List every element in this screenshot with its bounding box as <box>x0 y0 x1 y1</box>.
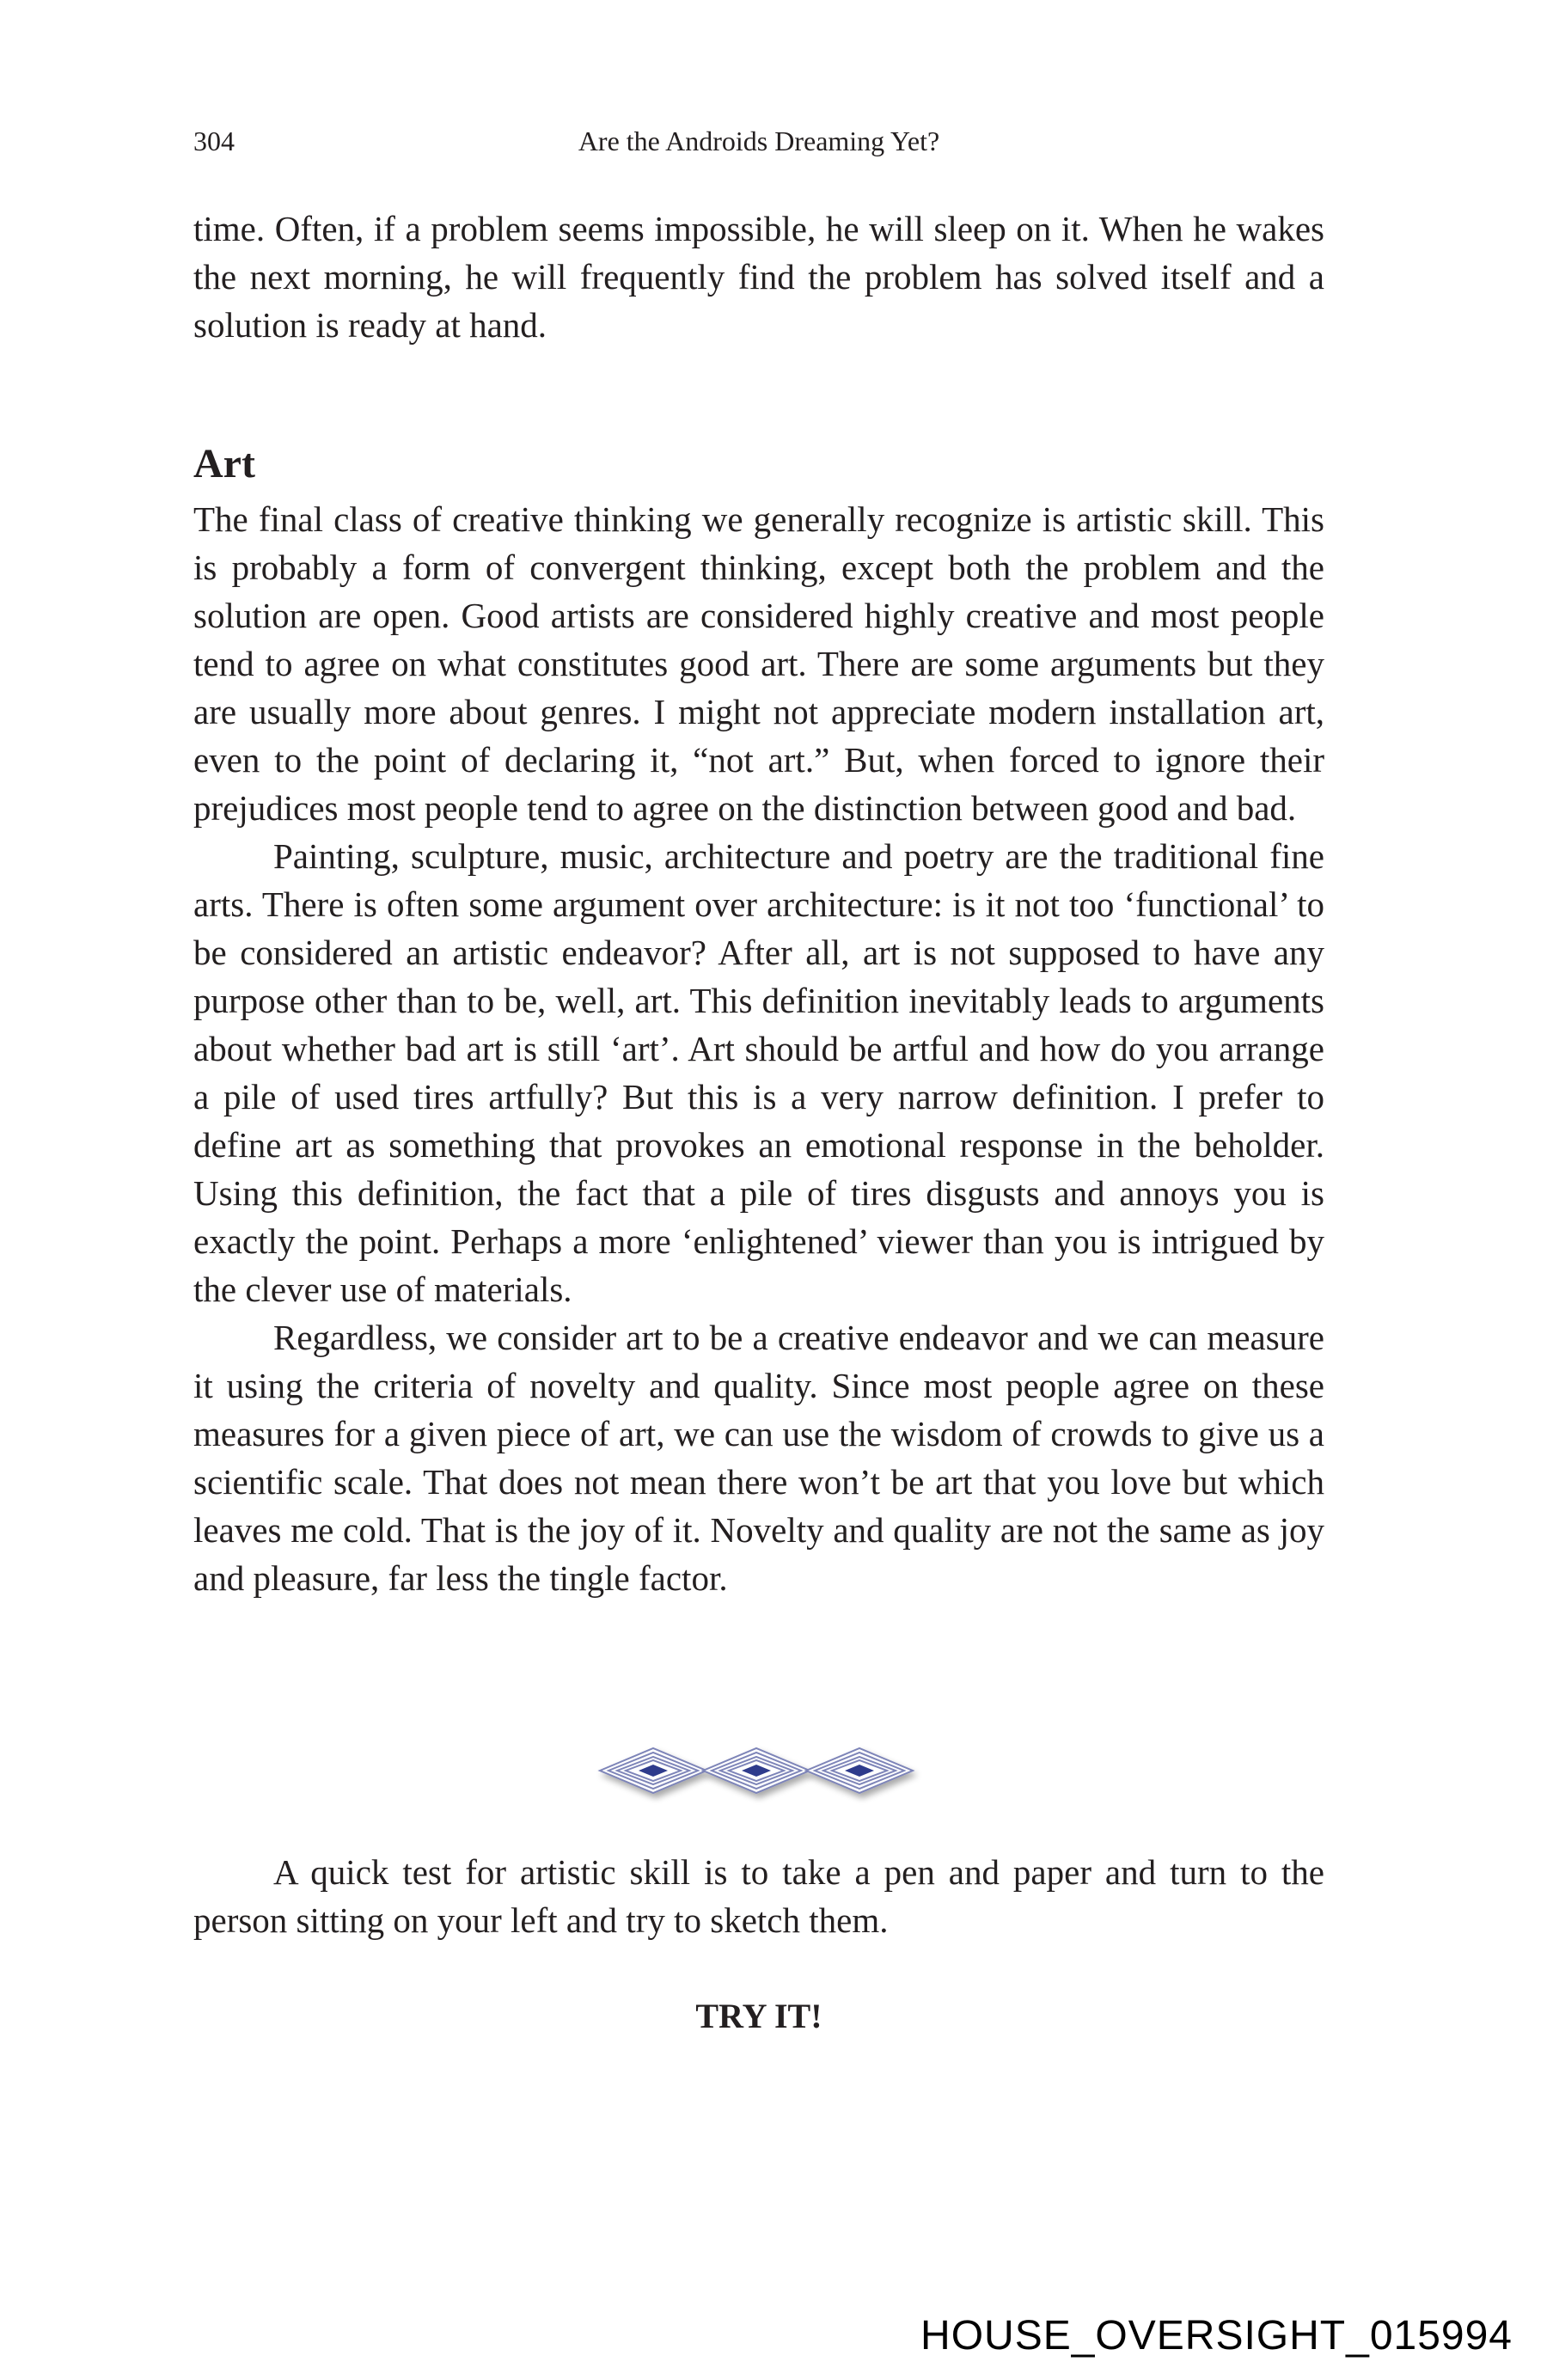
body-paragraph: Regardless, we consider art to be a creative endeavor and we can measure it using the criteria of novelty and quality. Since most people agree on these measures for a given piece of art, we can use the wisdom of crowds to give us a scientific scale. That does not mean there won’t be art that you love but which leaves me cold. That is the joy of it. Novelty and quality are not the same as joy and pleasure, far less the tingle factor. <box>193 1318 1324 1598</box>
book-title: Are the Androids Dreaming Yet? <box>578 125 940 156</box>
diamond-icon <box>703 1748 810 1793</box>
art-text-block <box>193 495 1324 1602</box>
try-it-callout: TRY IT! <box>695 1997 822 2035</box>
section-heading: Art <box>193 441 255 486</box>
test-text-block <box>193 1848 1324 1944</box>
intro-paragraph: time. Often, if a problem seems impossible, he will sleep on it. When he wakes the next morning, he will frequently find the problem has solved itself and a solution is ready at hand. <box>193 209 1324 345</box>
document-id-stamp: HOUSE_OVERSIGHT_015994 <box>920 2313 1513 2359</box>
running-head <box>193 120 1324 162</box>
page-number: 304 <box>193 125 235 156</box>
section-break-ornament <box>584 1728 928 1822</box>
triple-diamond-ornament-icon <box>584 1728 928 1822</box>
intro-text-block <box>193 205 1324 349</box>
diamond-icon <box>806 1748 913 1793</box>
test-paragraph: A quick test for artistic skill is to take a pen and paper and turn to the person sitting on your left and try to sketch them. <box>193 1852 1324 1940</box>
diamond-icon <box>600 1748 706 1793</box>
body-paragraph: The final class of creative thinking we generally recognize is artistic skill. This is probably a form of convergent thinking, except both the problem and the solution are open. Good artists are considered highly creative and most people tend to agree on what constitutes good art. There are some arguments but they are usually more about genres. I might not appreciate modern installation art, even to the point of declaring it, “not art.” But, when forced to ignore their prejudices most people tend to agree on the distinction between good and bad. <box>193 499 1324 828</box>
body-paragraph: Painting, sculpture, music, architecture and poetry are the traditional fine arts. There is often some argument over architecture: is it not too ‘functional’ to be considered an artistic endeavor? After all, art is not supposed to have any purpose other than to be, well, art. This definition inevitably leads to arguments about whether bad art is still ‘art’. Art should be artful and how do you arrange a pile of used tires artfully? But this is a very narrow definition. I prefer to define art as something that provokes an emotional response in the beholder. Using this definition, the fact that a pile of tires disgusts and annoys you is exactly the point. Perhaps a more ‘enlightened’ viewer than you is intrigued by the clever use of materials. <box>193 836 1324 1309</box>
